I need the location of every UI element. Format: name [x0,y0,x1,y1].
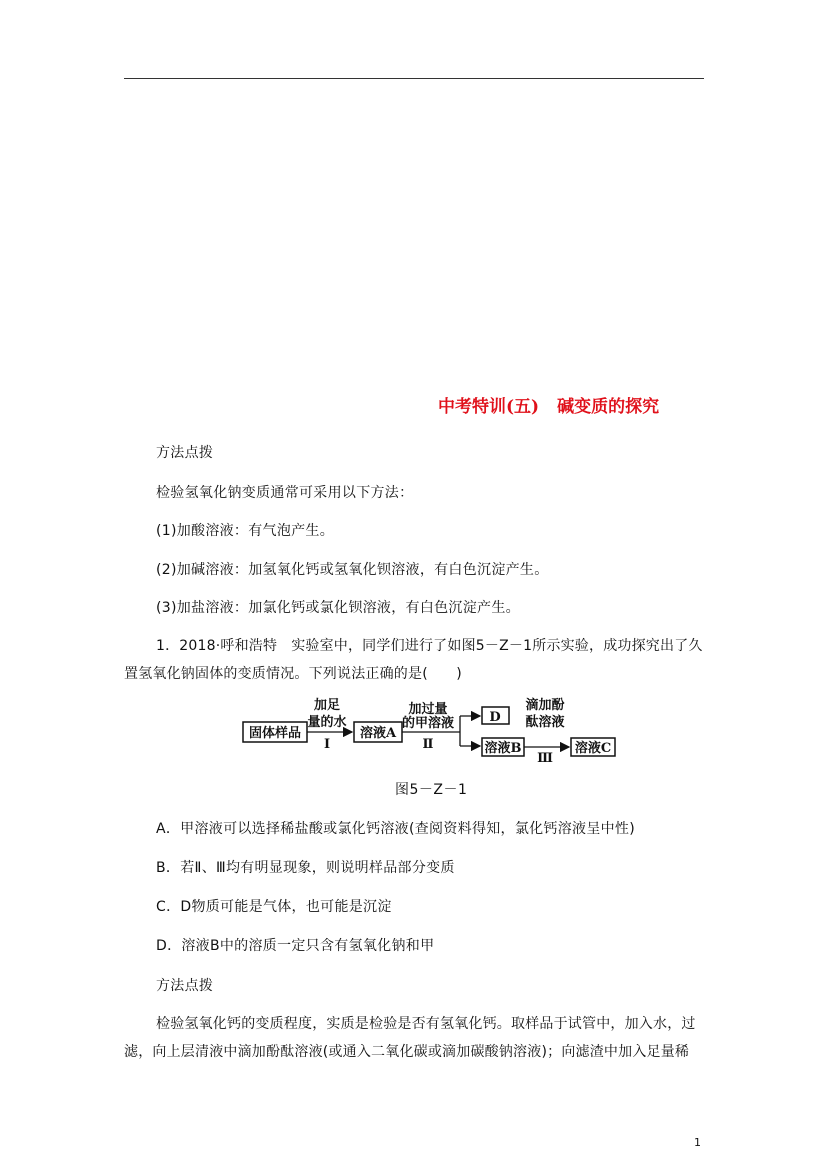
question-1-text: 实验室中，同学们进行了如图5－Z－1所示实验，成功探究出了久置氢氧化钠固体的变质情况。下列说法正确的是( ) [124,638,703,682]
section2-text: 检验氢氧化钙的变质程度，实质是检验是否有氢氧化钙。取样品于试管中，加入水，过滤，向上层清液中滴加酚酞溶液(或通入二氧化碳或滴加碳酸钠溶液)；向滤渣中加入足量稀 [124,1016,696,1060]
page-number: 1 [694,1136,701,1149]
box-d-label: D [489,710,501,725]
header-rule [124,78,704,79]
box-solution-a-label: 溶液A [359,726,397,741]
title-part1: 中考特训(五) [438,397,540,417]
step1-label-line1: 加足 [313,698,341,713]
experiment-flowchart [240,696,620,764]
step3-label-line1: 滴加酚 [525,698,565,713]
step1-label-line2: 量的水 [307,715,347,730]
step3-numeral: Ⅲ [537,751,553,764]
box-solid-sample-label: 固体样品 [248,726,302,741]
section1-heading: 方法点拨 [156,445,214,461]
step2-label-line2: 的甲溶液 [401,716,455,731]
step1-numeral: Ⅰ [323,737,331,752]
title-part2: 碱变质的探究 [557,397,660,417]
method-3: (3)加盐溶液：加氯化钙或氯化钡溶液，有白色沉淀产生。 [156,600,520,616]
step3-label-line2: 酞溶液 [525,715,565,730]
option-d: D．溶液B中的溶质一定只含有氢氧化钠和甲 [156,938,435,954]
question-1 [124,632,706,688]
page-title [438,392,659,417]
figure-caption: 图5－Z－1 [395,782,468,798]
box-solution-b-label: 溶液B [484,741,522,756]
method-1: (1)加酸溶液：有气泡产生。 [156,523,335,539]
option-a: A．甲溶液可以选择稀盐酸或氯化钙溶液(查阅资料得知，氯化钙溶液呈中性) [156,821,635,837]
step2-numeral: Ⅱ [422,737,434,752]
method-2: (2)加碱溶液：加氢氧化钙或氢氧化钡溶液，有白色沉淀产生。 [156,562,549,578]
section2-heading: 方法点拨 [156,978,214,994]
option-c: C．D物质可能是气体，也可能是沉淀 [156,899,392,915]
step2-label-line1: 加过量 [408,702,448,717]
question-1-source: 1．2018·呼和浩特 [156,638,278,654]
section1-intro: 检验氢氧化钠变质通常可采用以下方法： [156,485,414,501]
box-solution-c-label: 溶液C [574,741,612,756]
option-b: B．若Ⅱ、Ⅲ均有明显现象，则说明样品部分变质 [156,860,455,876]
